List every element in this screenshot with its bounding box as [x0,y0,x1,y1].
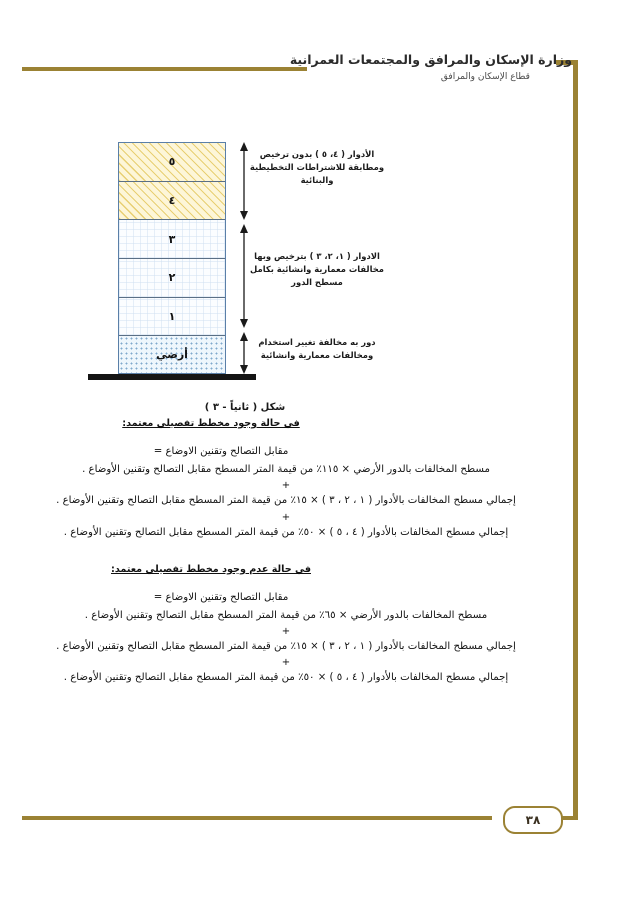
operator-plus-1-with-plan: + [281,480,291,492]
annotation-ground-floor: دور به مخالفة تغيير استخدام ومخالفات معمارية وانشائية [258,337,376,361]
floor-ground [119,336,225,373]
annotation-middle-floors: الادوار ( ١، ٢، ٣ ) بترخيص وبها مخالفات معمارية وانشائية بكامل مسطح الدور [250,251,384,288]
equation-term-3-without-plan: إجمالي مسطح المخالفات بالأدوار ( ٤ ، ٥ ) × ٥٠٪ من قيمة المتر المسطح مقابل التصالح وتقنين الأوضاع . [63,672,509,684]
floor-1-label: ١ [168,309,176,323]
building-stack [118,142,226,374]
formula-block-with-plan [26,418,546,542]
equation-term-1-with-plan: مسطح المخالفات بالدور الأرضي × ١١٥٪ من قيمة المتر المسطح مقابل التصالح وتقنين الأوضاع . [82,463,490,475]
floor-4-label: ٤ [168,193,176,207]
formula-block-without-plan [26,564,546,688]
block-heading-with-plan: في حالة وجود مخطط تفصيلي معتمد: [122,418,300,429]
frame-bottom-rule [22,816,492,820]
operator-plus-2-without-plan: + [281,657,291,669]
floor-2-label: ٢ [168,271,176,285]
formula-blocks [26,418,546,710]
annotation-upper-floors: الأدوار ( ٤، ٥ ) بدون ترخيص ومطابقة للاشتراطات التخطيطية والبنائية [249,149,385,186]
equation-lead-without-plan: مقابل التصالح وتقنين الاوضاع = [153,591,289,603]
equation-term-2-without-plan: إجمالي مسطح المخالفات بالأدوار ( ١ ، ٢ ، ٣ ) × ١٥٪ من قيمة المتر المسطح مقابل التصالح وتقنين الأوضاع . [56,641,516,653]
building-section-diagram [0,132,630,422]
page-number-badge: ٣٨ [503,806,563,834]
figure-caption: شكل ( ثانياً - ٣ ) [204,402,286,413]
floor-1 [119,298,225,337]
block-heading-without-plan: في حالة عدم وجود مخطط تفصيلي معتمد: [111,563,311,575]
floor-3 [119,220,225,259]
operator-plus-2-with-plan: + [281,511,291,523]
floor-4 [119,182,225,221]
floor-5-label: ٥ [168,155,176,169]
equation-term-2-with-plan: إجمالي مسطح المخالفات بالأدوار ( ١ ، ٢ ، ٣ ) × ١٥٪ من قيمة المتر المسطح مقابل التصالح وتقنين الأوضاع . [56,495,516,507]
equation-term-3-with-plan: إجمالي مسطح المخالفات بالأدوار ( ٤ ، ٥ ) × ٥٠٪ من قيمة المتر المسطح مقابل التصالح وتقنين الأوضاع . [63,526,509,538]
floor-2 [119,259,225,298]
page-header [152,52,572,82]
equation-lead-with-plan: مقابل التصالح وتقنين الاوضاع = [153,446,289,457]
operator-plus-1-without-plan: + [281,626,291,638]
floor-3-label: ٣ [168,232,176,246]
ministry-title: وزارة الإسكان والمرافق والمجتمعات العمرانية [289,52,572,67]
equation-term-1-without-plan: مسطح المخالفات بالدور الأرضي × ٦٥٪ من قيمة المتر المسطح مقابل التصالح وتقنين الأوضاع . [84,609,488,621]
floor-5 [119,143,225,182]
floor-ground-label: أرضي [156,348,188,362]
ground-baseline [88,374,256,380]
ministry-sector: قطاع الإسكان والمرافق [440,72,530,83]
